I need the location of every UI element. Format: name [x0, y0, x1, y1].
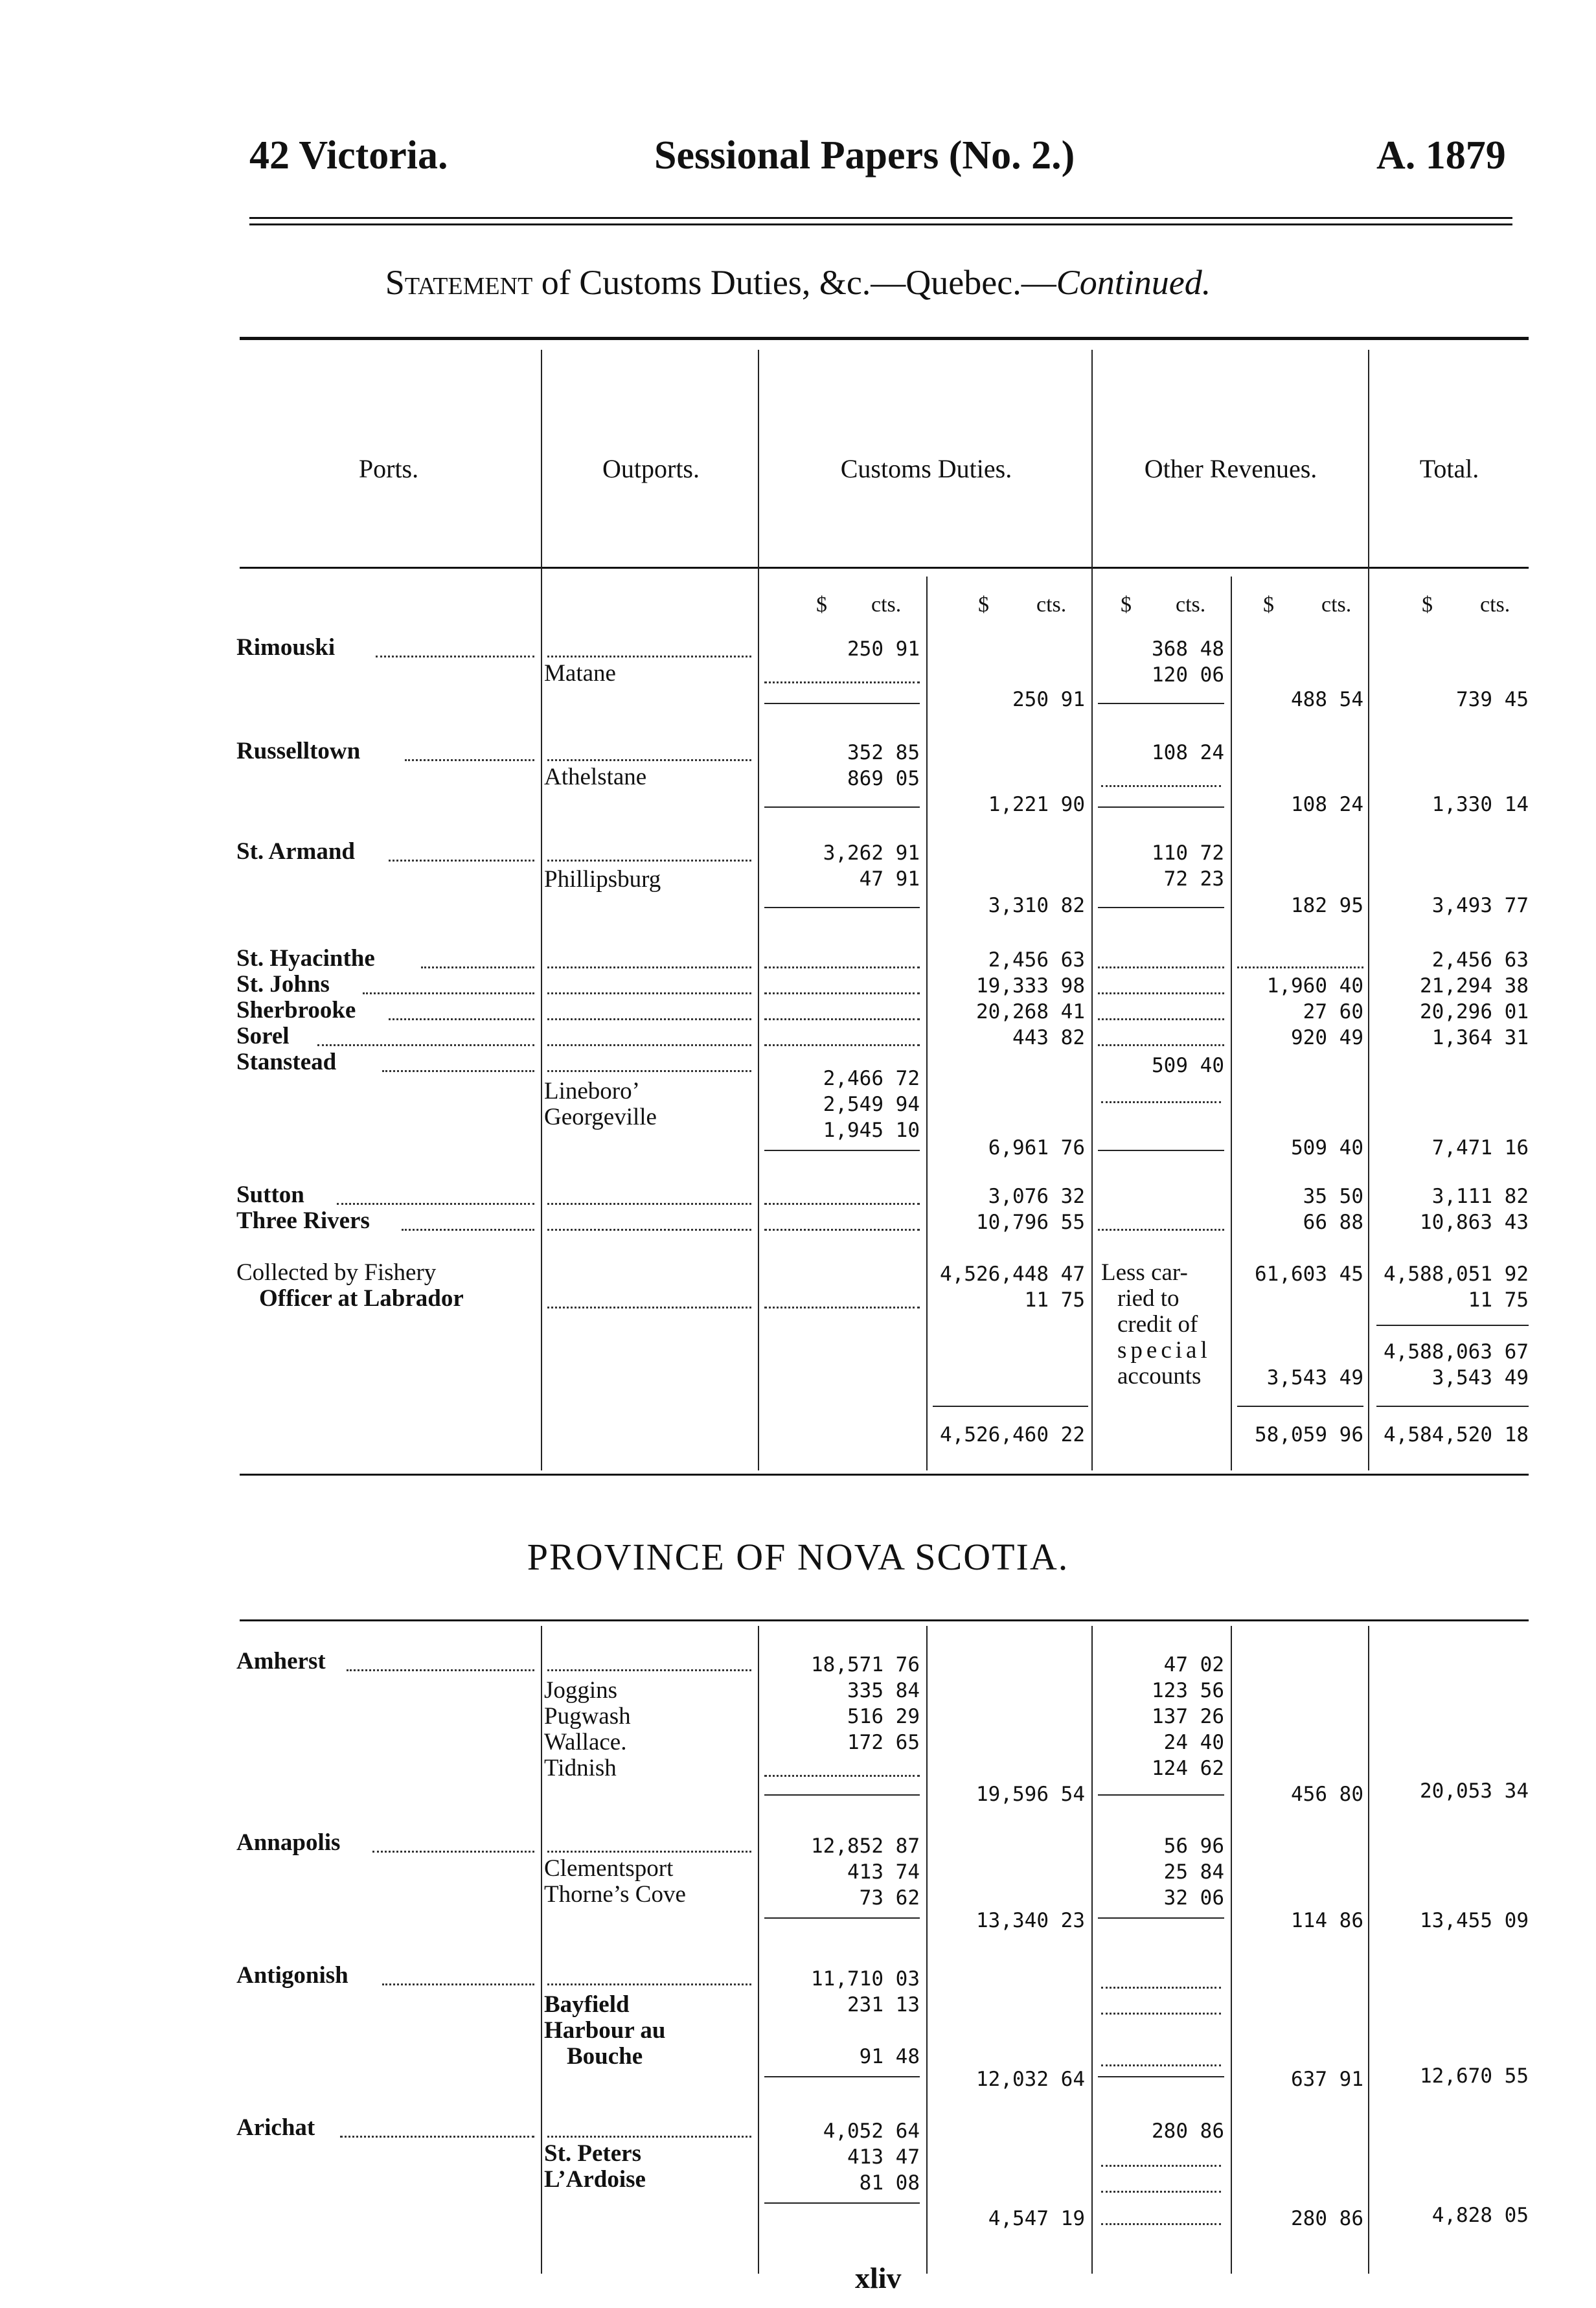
outport-harbour-au: Harbour au — [544, 2017, 666, 2044]
subtotal-rule — [1098, 1794, 1224, 1796]
note-line: credit of — [1117, 1311, 1198, 1338]
total-value: 3,543 49 — [1431, 1366, 1529, 1389]
header-rule-bottom — [249, 223, 1512, 225]
leader-dots — [1237, 966, 1363, 968]
note-line: ried to — [1117, 1285, 1180, 1312]
other-value: 110 72 — [1152, 841, 1224, 865]
unit-cents: cts. — [1176, 593, 1206, 617]
customs-value: 869 05 — [847, 767, 920, 790]
total-value: 4,588,051 92 — [1384, 1263, 1529, 1286]
leader-dots — [547, 2136, 751, 2138]
customs-value: 11 75 — [1024, 1288, 1085, 1312]
unit-dollar: $ — [978, 593, 989, 617]
grand-customs: 4,526,460 22 — [940, 1423, 1085, 1446]
col-ports: Ports. — [358, 454, 419, 483]
leader-dots — [1101, 1987, 1221, 1989]
leader-dots — [547, 1070, 751, 1072]
row-total: 13,455 09 — [1420, 1909, 1529, 1932]
other-total: 488 54 — [1291, 688, 1363, 711]
leader-dots — [1101, 2165, 1221, 2167]
row-total: 10,863 43 — [1420, 1211, 1529, 1234]
outport-st-peters: St. Peters — [544, 2140, 641, 2167]
port-st-hyacinthe: St. Hyacinthe — [236, 945, 375, 972]
outport-pugwash: Pugwash — [544, 1703, 631, 1730]
port-three-rivers: Three Rivers — [236, 1207, 370, 1234]
leader-dots — [382, 1070, 534, 1072]
leader-dots — [547, 1229, 751, 1231]
subtotal-rule — [1098, 1150, 1224, 1151]
customs-value: 516 29 — [847, 1705, 920, 1728]
col-other: Other Revenues. — [1144, 454, 1317, 483]
subtotal-rule — [764, 2076, 920, 2077]
leader-dots — [764, 966, 920, 968]
outport-joggins: Joggins — [544, 1677, 618, 1704]
customs-value: 413 47 — [847, 2145, 920, 2169]
title-lead: Statement — [385, 263, 533, 302]
subtotal-rule — [764, 1917, 920, 1919]
quebec-bottom-rule — [240, 1474, 1529, 1476]
grand-total-rule — [933, 1406, 1088, 1407]
customs-total: 10,796 55 — [976, 1211, 1085, 1234]
note-line: accounts — [1117, 1363, 1202, 1389]
row-total: 21,294 38 — [1420, 974, 1529, 998]
other-total: 920 49 — [1291, 1026, 1363, 1049]
customs-value: 1,945 10 — [823, 1119, 920, 1142]
other-value: 509 40 — [1152, 1054, 1224, 1077]
customs-value: 172 65 — [847, 1731, 920, 1754]
subtotal-rule — [764, 907, 920, 908]
port-amherst: Amherst — [236, 1648, 326, 1674]
customs-total: 3,076 32 — [988, 1185, 1085, 1208]
leader-dots — [1101, 1101, 1221, 1103]
row-total: 739 45 — [1456, 688, 1529, 711]
statement-title — [0, 262, 1596, 303]
vline-outports — [541, 350, 542, 1470]
customs-value: 11,710 03 — [811, 1967, 920, 1991]
note-line: Less car- — [1101, 1259, 1188, 1286]
subtotal-rule — [764, 806, 920, 808]
port-sutton: Sutton — [236, 1182, 304, 1208]
unit-dollar: $ — [1263, 593, 1274, 617]
note-line: special — [1117, 1337, 1211, 1364]
nova-scotia-heading: PROVINCE OF NOVA SCOTIA. — [527, 1536, 1069, 1578]
customs-value: 12,852 87 — [811, 1834, 920, 1858]
port-labrador-line1: Collected by Fishery — [236, 1259, 437, 1286]
header-center: Sessional Papers (No. 2.) — [654, 133, 1075, 177]
outport-wallace: Wallace. — [544, 1729, 627, 1755]
leader-dots — [1098, 1229, 1224, 1231]
leader-dots — [764, 1775, 920, 1777]
col-customs: Customs Duties. — [840, 454, 1012, 483]
title-middle: of Customs Duties, &c.—Quebec.— — [532, 263, 1056, 302]
leader-dots — [376, 656, 534, 657]
customs-value: 413 74 — [847, 1860, 920, 1884]
col-total: Total. — [1419, 454, 1479, 483]
subtotal-rule — [1098, 2076, 1224, 2077]
leader-dots — [764, 1018, 920, 1020]
other-total: 1,960 40 — [1266, 974, 1363, 998]
vline-other — [1091, 350, 1093, 1470]
customs-total: 1,221 90 — [988, 793, 1085, 816]
leader-dots — [1101, 785, 1221, 787]
other-total: 182 95 — [1291, 894, 1363, 917]
customs-total: 443 82 — [1012, 1026, 1085, 1049]
vline-total — [1368, 1626, 1369, 2274]
outport-bouche: Bouche — [567, 2043, 643, 2070]
leader-dots — [421, 966, 534, 968]
outport-lineboro: Lineboro’ — [544, 1078, 640, 1104]
customs-total: 2,456 63 — [988, 948, 1085, 972]
customs-total: 19,333 98 — [976, 974, 1085, 998]
other-total: 637 91 — [1291, 2068, 1363, 2091]
subtotal-rule — [764, 2202, 920, 2204]
other-value: 120 06 — [1152, 663, 1224, 687]
row-total: 3,493 77 — [1431, 894, 1529, 917]
customs-total: 19,596 54 — [976, 1783, 1085, 1806]
other-value: 3,543 49 — [1266, 1366, 1363, 1389]
subtotal-rule — [764, 703, 920, 704]
leader-dots — [402, 1229, 534, 1231]
leader-dots — [389, 1018, 534, 1020]
customs-total: 3,310 82 — [988, 894, 1085, 917]
port-annapolis: Annapolis — [236, 1829, 341, 1856]
subtotal-rule — [1098, 703, 1224, 704]
customs-value: 2,466 72 — [823, 1067, 920, 1090]
outport-phillipsburg: Phillipsburg — [544, 866, 661, 893]
leader-dots — [1101, 2223, 1221, 2225]
outport-thornes-cove: Thorne’s Cove — [544, 1881, 686, 1908]
other-value: 47 02 — [1163, 1653, 1224, 1676]
outport-georgeville: Georgeville — [544, 1104, 657, 1130]
leader-dots — [547, 1018, 751, 1020]
other-value: 61,603 45 — [1255, 1263, 1363, 1286]
subtotal-rule — [1376, 1325, 1529, 1326]
subtotal-rule — [1098, 1917, 1224, 1919]
outport-lardoise: L’Ardoise — [544, 2166, 646, 2193]
leader-dots — [372, 1851, 534, 1853]
leader-dots — [317, 1044, 534, 1046]
grand-other: 58,059 96 — [1255, 1423, 1363, 1446]
other-total: 114 86 — [1291, 1909, 1363, 1932]
leader-dots — [1098, 1018, 1224, 1020]
other-value: 137 26 — [1152, 1705, 1224, 1728]
customs-value: 4,052 64 — [823, 2119, 920, 2143]
customs-total: 12,032 64 — [976, 2068, 1085, 2091]
table-top-rule — [240, 337, 1529, 340]
subtotal-rule — [764, 1150, 920, 1151]
port-russelltown: Russelltown — [236, 738, 361, 764]
row-total: 1,364 31 — [1431, 1026, 1529, 1049]
unit-cents: cts. — [1321, 593, 1352, 617]
leader-dots — [337, 1203, 534, 1205]
other-value: 123 56 — [1152, 1679, 1224, 1702]
customs-value: 250 91 — [847, 637, 920, 661]
outport-athelstane: Athelstane — [544, 764, 647, 790]
row-total: 12,670 55 — [1420, 2064, 1529, 2088]
port-rimouski: Rimouski — [236, 634, 336, 661]
vline-customs-total — [926, 1626, 928, 2274]
customs-value: 73 62 — [859, 1886, 920, 1910]
grand-total: 4,584,520 18 — [1384, 1423, 1529, 1446]
vline-other-total — [1231, 1626, 1232, 2274]
leader-dots — [764, 1044, 920, 1046]
leader-dots — [764, 1229, 920, 1231]
leader-dots — [764, 681, 920, 683]
customs-value: 4,526,448 47 — [940, 1263, 1085, 1286]
nova-top-rule — [240, 1619, 1529, 1621]
row-total: 4,828 05 — [1431, 2204, 1529, 2227]
other-value: 56 96 — [1163, 1834, 1224, 1858]
vline-other — [1091, 1626, 1093, 2274]
header-left: 42 Victoria. — [249, 133, 448, 177]
leader-dots — [547, 1983, 751, 1985]
other-value: 108 24 — [1152, 741, 1224, 764]
subtotal-rule — [764, 1794, 920, 1796]
outport-tidnish: Tidnish — [544, 1755, 617, 1781]
vline-total — [1368, 350, 1369, 1470]
customs-value: 81 08 — [859, 2171, 920, 2195]
other-total: 280 86 — [1291, 2207, 1363, 2230]
leader-dots — [764, 1203, 920, 1205]
subtotal-rule — [1098, 907, 1224, 908]
leader-dots — [547, 1044, 751, 1046]
port-stanstead: Stanstead — [236, 1049, 337, 1075]
unit-cents: cts. — [871, 593, 902, 617]
customs-value: 47 91 — [859, 867, 920, 891]
leader-dots — [764, 1307, 920, 1308]
vline-other-total — [1231, 577, 1232, 1470]
port-st-armand: St. Armand — [236, 838, 355, 865]
leader-dots — [1101, 2064, 1221, 2066]
customs-value: 91 48 — [859, 2045, 920, 2068]
title-tail: Continued. — [1056, 263, 1211, 302]
leader-dots — [382, 1983, 534, 1985]
leader-dots — [1098, 1044, 1224, 1046]
port-sorel: Sorel — [236, 1023, 290, 1049]
other-total: 456 80 — [1291, 1783, 1363, 1806]
customs-value: 18,571 76 — [811, 1653, 920, 1676]
other-value: 124 62 — [1152, 1757, 1224, 1780]
customs-value: 2,549 94 — [823, 1093, 920, 1116]
other-total: 108 24 — [1291, 793, 1363, 816]
port-labrador-line2: Officer at Labrador — [259, 1285, 464, 1312]
row-total: 20,296 01 — [1420, 1000, 1529, 1023]
unit-cents: cts. — [1036, 593, 1067, 617]
leader-dots — [547, 860, 751, 862]
port-arichat: Arichat — [236, 2114, 315, 2141]
leader-dots — [547, 656, 751, 657]
other-total: 35 50 — [1303, 1185, 1363, 1208]
leader-dots — [547, 992, 751, 994]
outport-matane: Matane — [544, 660, 616, 687]
leader-dots — [1101, 2013, 1221, 2015]
vline-customs — [758, 350, 759, 1470]
row-total: 3,111 82 — [1431, 1185, 1529, 1208]
vline-customs-total — [926, 577, 928, 1470]
leader-dots — [1098, 966, 1224, 968]
outport-bayfield: Bayfield — [544, 1991, 630, 2018]
port-antigonish: Antigonish — [236, 1962, 348, 1989]
leader-dots — [340, 2136, 534, 2138]
customs-total: 13,340 23 — [976, 1909, 1085, 1932]
other-total: 66 88 — [1303, 1211, 1363, 1234]
row-total: 7,471 16 — [1431, 1136, 1529, 1160]
row-total: 1,330 14 — [1431, 793, 1529, 816]
other-total: 27 60 — [1303, 1000, 1363, 1023]
leader-dots — [547, 1307, 751, 1308]
leader-dots — [547, 1851, 751, 1853]
port-st-johns: St. Johns — [236, 971, 330, 998]
col-outports: Outports. — [602, 454, 700, 483]
other-value: 32 06 — [1163, 1886, 1224, 1910]
other-value: 25 84 — [1163, 1860, 1224, 1884]
leader-dots — [389, 860, 534, 862]
other-value: 280 86 — [1152, 2119, 1224, 2143]
other-total: 509 40 — [1291, 1136, 1363, 1160]
header-right: A. 1879 — [1376, 133, 1506, 177]
other-value: 72 23 — [1163, 867, 1224, 891]
vline-outports — [541, 1626, 542, 2274]
other-value: 24 40 — [1163, 1731, 1224, 1754]
unit-dollar: $ — [816, 593, 827, 617]
leader-dots — [1098, 992, 1224, 994]
unit-dollar: $ — [1121, 593, 1132, 617]
customs-value: 3,262 91 — [823, 841, 920, 865]
leader-dots — [405, 759, 534, 761]
customs-total: 250 91 — [1012, 688, 1085, 711]
subtotal-rule — [1098, 806, 1224, 808]
customs-value: 352 85 — [847, 741, 920, 764]
customs-total: 20,268 41 — [976, 1000, 1085, 1023]
unit-dollar: $ — [1422, 593, 1433, 617]
leader-dots — [547, 1203, 751, 1205]
header-rule-top — [249, 217, 1512, 219]
grand-total-rule — [1237, 1406, 1363, 1407]
leader-dots — [547, 966, 751, 968]
total-value: 11 75 — [1468, 1288, 1529, 1312]
customs-total: 4,547 19 — [988, 2207, 1085, 2230]
row-total: 2,456 63 — [1431, 948, 1529, 972]
leader-dots — [547, 1669, 751, 1671]
customs-value: 231 13 — [847, 1993, 920, 2017]
colhead-rule — [240, 567, 1529, 569]
leader-dots — [547, 759, 751, 761]
customs-total: 6,961 76 — [988, 1136, 1085, 1160]
other-value: 368 48 — [1152, 637, 1224, 661]
page-folio: xliv — [855, 2261, 902, 2294]
port-sherbrooke: Sherbrooke — [236, 997, 356, 1023]
leader-dots — [363, 992, 534, 994]
grand-total-rule — [1376, 1406, 1529, 1407]
customs-value: 335 84 — [847, 1679, 920, 1702]
outport-clementsport: Clementsport — [544, 1855, 674, 1882]
leader-dots — [347, 1669, 534, 1671]
leader-dots — [1101, 2191, 1221, 2193]
leader-dots — [764, 992, 920, 994]
vline-customs — [758, 1626, 759, 2274]
total-value: 4,588,063 67 — [1384, 1340, 1529, 1364]
unit-cents: cts. — [1480, 593, 1510, 617]
row-total: 20,053 34 — [1420, 1779, 1529, 1803]
